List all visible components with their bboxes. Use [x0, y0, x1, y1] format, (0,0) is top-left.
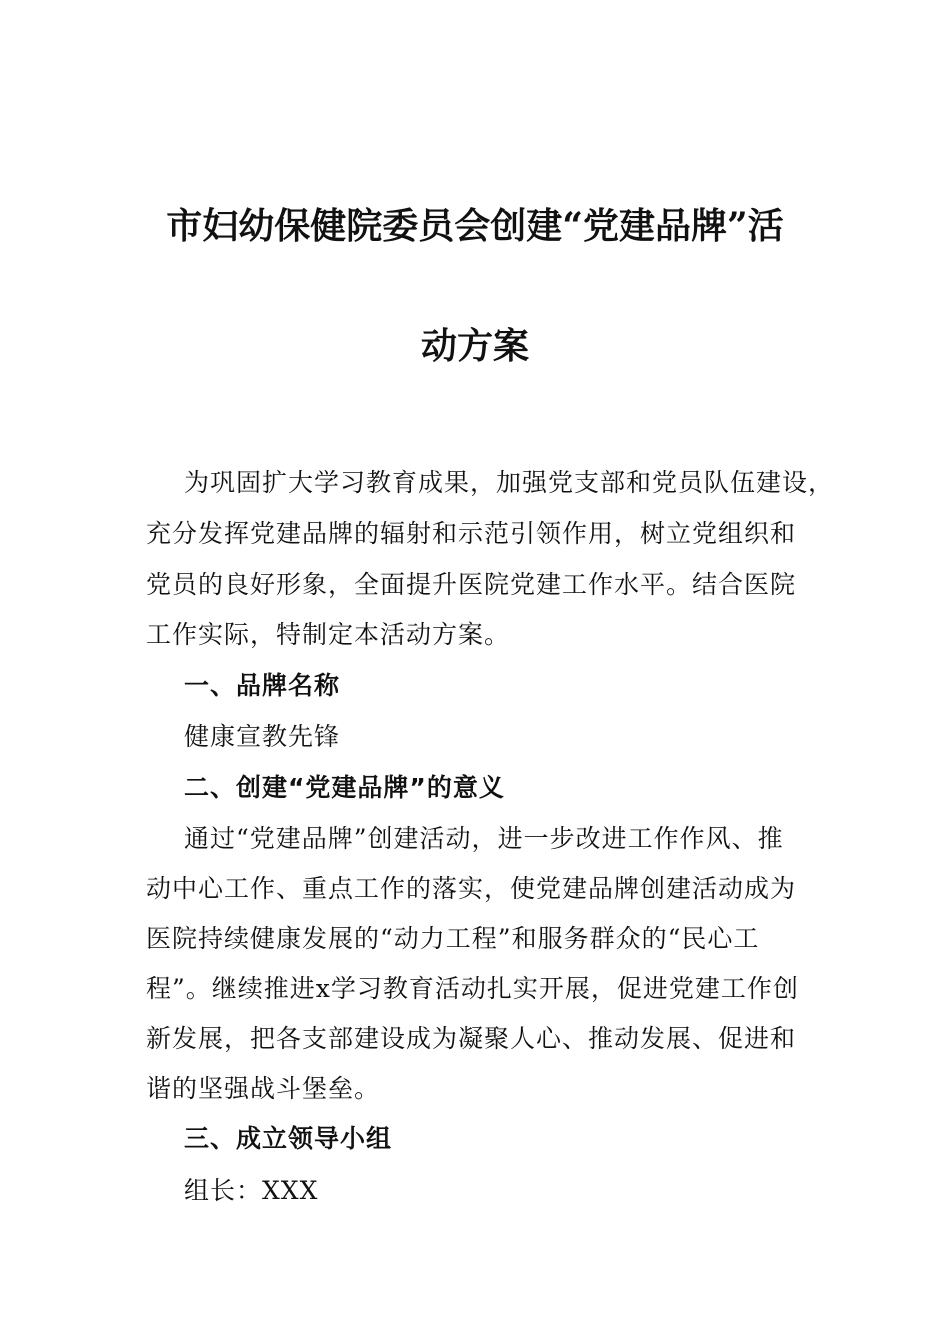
intro-paragraph-line: 工作实际，特制定本活动方案。 [146, 620, 511, 649]
section-2-heading: 二、创建“党建品牌”的意义 [184, 773, 505, 802]
section-1-heading: 一、品牌名称 [184, 671, 341, 700]
section-3-leader: 组长：XXX [184, 1176, 319, 1205]
intro-paragraph-line: 为巩固扩大学习教育成果，加强党支部和党员队伍建设， [184, 468, 835, 497]
section-2-paragraph-line: 程”。继续推进x学习教育活动扎实开展，促进党建工作创 [146, 974, 799, 1003]
section-3-heading: 三、成立领导小组 [184, 1124, 393, 1153]
document-title-line-1: 市妇幼保健院委员会创建“党建品牌”活 [166, 205, 784, 247]
section-1-body: 健康宣教先锋 [184, 722, 341, 751]
section-2-paragraph-line: 动中心工作、重点工作的落实，使党建品牌创建活动成为 [146, 874, 797, 903]
section-2-paragraph-line: 谐的坚强战斗堡垒。 [146, 1074, 381, 1103]
section-2-paragraph-line: 通过“党建品牌”创建活动，进一步改进工作作风、推 [184, 824, 784, 853]
intro-paragraph-line: 党员的良好形象，全面提升医院党建工作水平。结合医院 [146, 570, 797, 599]
document-title-line-2: 动方案 [420, 325, 529, 367]
section-2-paragraph-line: 新发展，把各支部建设成为凝聚人心、推动发展、促进和 [146, 1024, 797, 1053]
section-2-paragraph-line: 医院持续健康发展的“动力工程”和服务群众的“民心工 [146, 924, 760, 953]
intro-paragraph-line: 充分发挥党建品牌的辐射和示范引领作用，树立党组织和 [146, 519, 797, 548]
